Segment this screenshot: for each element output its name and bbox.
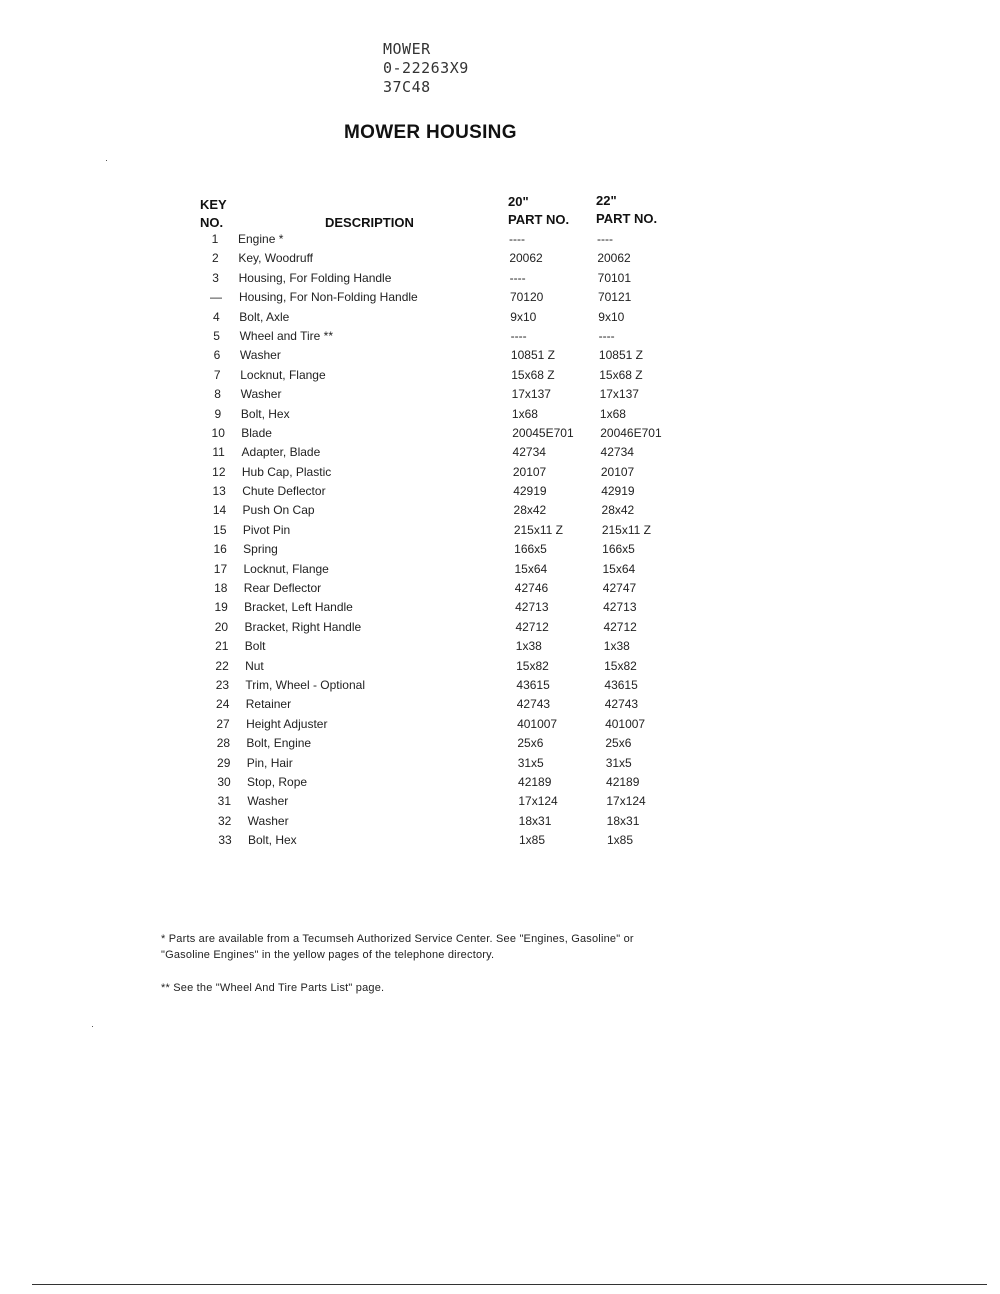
description-cell: Washer [240,387,282,402]
key-cell: 33 [218,833,232,848]
part-20-cell: 31x5 [517,755,544,770]
description-cell: Washer [247,813,289,828]
part-20-cell: 43615 [516,677,550,692]
description-cell: Adapter, Blade [241,445,321,460]
part-22-cell: 25x6 [605,736,632,751]
key-cell: 7 [213,367,221,382]
table-row [0,407,1000,426]
part-22-cell: 42743 [604,697,639,712]
key-cell: 10 [211,425,225,440]
description-cell: Engine * [238,232,284,246]
table-row [0,814,1000,833]
description-cell: Bolt [244,639,266,654]
scan-speck [106,160,107,161]
part-20-cell: ---- [509,270,526,285]
table-row [0,678,1000,697]
part-20-cell: 1x68 [511,406,538,421]
description-header: DESCRIPTION [325,215,414,230]
part-22-cell: 9x10 [598,309,625,324]
part-22-cell: 42747 [602,581,637,596]
part-20-cell: 42734 [512,445,546,460]
table-row [0,697,1000,716]
key-cell: 19 [214,600,228,615]
part-22-cell: 20062 [597,251,631,266]
part-20-cell: 18x31 [518,813,552,828]
description-cell: Spring [243,542,278,557]
description-cell: Nut [245,658,264,673]
engine-footnote: * Parts are available from a Tecumseh Authorized Service Center. See "Engines, Gasoline" or "Gasoline Engines" in the yellow pages of the telephone directory. [161,933,634,961]
table-row [0,348,1000,367]
part-22-cell: 1x68 [599,406,626,421]
table-row [0,717,1000,736]
table-row [0,775,1000,794]
table-row [0,503,1000,522]
page-title: MOWER HOUSING [344,122,517,143]
description-cell: Retainer [245,697,292,712]
key-cell: 5 [213,328,220,343]
part-20-cell: 42746 [514,581,549,596]
model-info-block [383,40,469,97]
part-22-cell: 10851 Z [598,348,643,363]
description-cell: Locknut, Flange [243,561,329,576]
part-20-cell: 42189 [518,774,552,789]
key-cell: 4 [212,309,220,324]
table-row [0,523,1000,542]
part-22-cell: 1x38 [603,639,630,654]
table-row [0,445,1000,464]
table-row [0,620,1000,639]
table-row [0,639,1000,658]
key-cell: 18 [214,581,228,596]
key-cell: 30 [217,774,231,789]
part-20-cell: 17x137 [511,387,551,402]
key-cell: 23 [215,677,230,692]
part-22-cell: 42919 [601,484,635,499]
description-cell: Locknut, Flange [240,367,326,382]
description-cell: Key, Woodruff [238,251,314,266]
description-cell: Stop, Rope [247,774,308,789]
description-cell: Rear Deflector [243,581,322,596]
key-cell: 32 [217,813,232,828]
part-22-cell: 42189 [606,774,640,789]
part-20-cell: 70120 [509,290,544,305]
key-cell: 11 [212,445,225,460]
description-cell: Bolt, Hex [248,833,297,848]
part-20-cell: 1x38 [515,639,542,654]
key-cell: 24 [216,697,230,712]
part-22-cell: 17x124 [606,794,646,809]
part-22-cell: 31x5 [605,755,632,770]
table-row [0,232,1000,251]
table-row [0,329,1000,348]
part-20-cell: 20062 [509,251,543,266]
table-row [0,794,1000,813]
part-22-cell: 28x42 [601,503,635,518]
description-cell: Bolt, Engine [246,736,312,751]
part-no-22-header: 22" PART NO. [596,193,658,226]
description-cell: Hub Cap, Plastic [241,464,332,479]
part-22-cell: 166x5 [602,542,635,557]
bottom-rule [32,1284,987,1285]
part-20-cell: ---- [510,328,527,343]
part-20-cell: 215x11 Z [513,522,563,537]
description-cell: Trim, Wheel - Optional [245,677,365,692]
key-cell: 13 [212,484,226,499]
key-cell: 8 [214,387,221,402]
table-row [0,833,1000,852]
table-row [0,756,1000,775]
table-row [0,465,1000,484]
key-cell: 22 [215,658,229,673]
part-20-cell: 15x82 [516,658,549,673]
part-22-cell: 15x82 [604,658,637,673]
part-22-cell: 18x31 [606,813,640,828]
scan-speck [92,1026,93,1027]
part-20-cell: 166x5 [514,542,547,557]
table-row [0,310,1000,329]
key-cell: 6 [213,348,221,363]
table-row [0,290,1000,309]
key-cell: 28 [216,736,231,751]
part-22-cell: 215x11 Z [601,522,651,537]
part-20-cell: 9x10 [510,309,537,324]
description-cell: Housing, For Non-Folding Handle [238,290,418,305]
description-cell: Washer [239,348,281,363]
table-row [0,251,1000,270]
key-cell: 15 [213,522,227,537]
description-cell: Pin, Hair [246,755,293,770]
key-cell: 29 [217,755,231,770]
key-cell: 16 [213,542,227,557]
description-cell: Chute Deflector [242,484,326,499]
part-no-20-header: 20" PART NO. [508,194,570,227]
part-20-cell: 1x85 [519,833,546,848]
description-cell: Blade [241,425,272,440]
part-20-cell: 42712 [515,619,549,634]
description-cell: Bracket, Right Handle [244,619,362,634]
description-cell: Housing, For Folding Handle [238,270,392,285]
part-22-cell: 43615 [604,677,638,692]
part-20-cell: 42919 [513,484,547,499]
part-22-cell: 20107 [600,464,635,479]
part-20-cell: 20045E701 [512,425,574,440]
key-cell: 3 [212,270,219,285]
key-cell: 14 [212,503,227,518]
table-row [0,600,1000,619]
part-20-cell: 42743 [516,697,551,712]
parts-list [0,232,1000,853]
key-cell: 21 [215,639,229,654]
description-cell: Pivot Pin [242,522,291,537]
description-cell: Bolt, Hex [240,406,290,421]
part-22-cell: 17x137 [599,387,639,402]
description-cell: Wheel and Tire ** [239,328,333,343]
key-cell: — [209,290,222,305]
part-20-cell: 401007 [517,716,558,731]
table-row [0,368,1000,387]
key-cell: 17 [213,561,228,576]
table-row [0,542,1000,561]
part-22-cell: 20046E701 [600,425,662,440]
key-cell: 27 [216,716,230,731]
key-cell: 9 [214,406,222,421]
description-cell: Bolt, Axle [239,309,290,324]
table-row [0,736,1000,755]
part-22-cell: 15x68 Z [599,367,643,382]
part-20-cell: 10851 Z [510,348,555,363]
part-22-cell: 401007 [605,716,646,731]
table-row [0,387,1000,406]
part-22-cell: 1x85 [607,833,634,848]
part-20-cell: ---- [509,232,525,246]
key-cell: 1 [211,232,219,246]
model-number: 0-22263X9 [383,59,469,77]
part-20-cell: 25x6 [517,736,544,751]
part-22-cell: 70101 [597,270,632,285]
part-20-cell: 17x124 [518,794,558,809]
table-row [0,659,1000,678]
key-cell: 12 [212,464,226,479]
key-number-header: KEY NO. [200,197,227,230]
part-22-cell: ---- [598,328,615,343]
key-cell: 20 [214,619,229,634]
key-cell: 31 [217,794,232,809]
table-row [0,562,1000,581]
part-20-cell: 15x64 [514,561,548,576]
model-code: 37C48 [383,78,431,96]
part-22-cell: 42713 [603,600,637,615]
part-22-cell: 42712 [603,619,637,634]
part-20-cell: 28x42 [513,503,547,518]
part-22-cell: 42734 [600,445,634,460]
part-20-cell: 15x68 Z [511,367,555,382]
wheel-footnote: ** See the "Wheel And Tire Parts List" page. [161,982,385,994]
key-cell: 2 [211,251,219,266]
part-22-cell: 70121 [597,290,632,305]
table-row [0,426,1000,445]
part-20-cell: 42713 [515,600,549,615]
table-row [0,484,1000,503]
model-type: MOWER [383,40,431,58]
table-row [0,581,1000,600]
part-20-cell: 20107 [512,464,547,479]
description-cell: Washer [247,794,289,809]
part-22-cell: ---- [597,232,613,246]
table-row [0,271,1000,290]
description-cell: Height Adjuster [246,716,328,731]
description-cell: Push On Cap [242,503,315,518]
part-22-cell: 15x64 [602,561,636,576]
description-cell: Bracket, Left Handle [244,600,353,615]
